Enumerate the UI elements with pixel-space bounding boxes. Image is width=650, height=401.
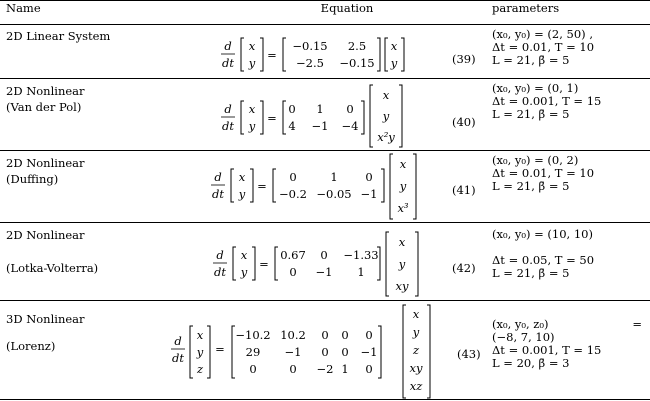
vector-entry: y (399, 179, 407, 193)
matrix-entry: 0 (249, 362, 257, 376)
parameter-line: Δt = 0.01, T = 10 (492, 166, 595, 180)
svg-text:dt: dt (212, 187, 224, 201)
vector-entry: y (412, 325, 420, 339)
matrix-entry: 0 (365, 170, 373, 184)
vector-entry: y (390, 56, 398, 70)
system-subname: (Lotka-Volterra) (6, 261, 99, 275)
header-name: Name (0, 1, 206, 25)
vector-entry: z (412, 343, 420, 357)
vector-entry: y (398, 257, 406, 271)
equation-cell (206, 151, 488, 223)
equation-40 (206, 79, 488, 151)
svg-text:dt: dt (222, 56, 234, 70)
lhs-entry: y (238, 187, 246, 201)
matrix-entry: 1 (316, 102, 324, 116)
matrix-entry: 0 (288, 102, 296, 116)
system-name: 2D Nonlinear (6, 156, 85, 170)
matrix-entry: −0.15 (292, 39, 328, 53)
parameters-cell (488, 301, 650, 400)
parameter-line: Δt = 0.001, T = 15 (492, 343, 602, 357)
matrix-entry: −2.5 (296, 56, 324, 70)
svg-text:dt: dt (172, 351, 184, 365)
equation-number: (41) (452, 183, 476, 197)
matrix-entry: 10.2 (280, 328, 306, 342)
parameter-line: L = 20, β̄ = 3 (492, 356, 570, 370)
matrix-entry: 0 (289, 362, 297, 376)
table-row (0, 151, 650, 223)
matrix-entry: 0 (289, 170, 297, 184)
svg-text:d: d (224, 39, 232, 53)
system-subname: (Duffing) (6, 172, 59, 186)
matrix-entry: 0 (341, 345, 349, 359)
parameter-line: (x₀, y₀) = (2, 50) , (492, 27, 593, 41)
matrix-entry: −0.05 (316, 187, 352, 201)
lhs-entry: y (248, 56, 256, 70)
svg-text:=: = (215, 342, 225, 356)
matrix-entry: −4 (341, 119, 359, 133)
table-row (0, 25, 650, 79)
vector-entry: xz (409, 379, 423, 393)
equation-number: (39) (452, 52, 476, 66)
parameter-line: (x₀, y₀) = (10, 10) (492, 227, 593, 241)
parameter-line: L = 21, β̄ = 5 (492, 53, 570, 67)
vector-entry: xy (395, 279, 409, 293)
matrix-entry: −10.2 (235, 328, 271, 342)
table-row (0, 79, 650, 151)
equation-number: (40) (452, 115, 476, 129)
matrix-entry: 0 (289, 265, 297, 279)
matrix-entry: 1 (330, 170, 338, 184)
parameters-cell (488, 79, 650, 151)
system-name: 3D Nonlinear (6, 312, 85, 326)
equation-39 (206, 25, 488, 79)
vector-entry: x²y (377, 130, 395, 144)
vector-entry: x (399, 157, 407, 171)
parameters-cell (488, 223, 650, 301)
matrix-entry: 2.5 (347, 39, 367, 53)
svg-text:d: d (214, 170, 222, 184)
svg-text:d: d (216, 248, 224, 262)
matrix-entry: 0 (320, 248, 328, 262)
parameter-equals: = (632, 317, 642, 331)
system-subname: (Lorenz) (6, 339, 56, 353)
matrix-entry: −2 (316, 362, 334, 376)
system-name-cell (0, 79, 206, 151)
system-name-cell (0, 151, 206, 223)
system-name-cell (0, 223, 206, 301)
lhs-entry: x (248, 39, 256, 53)
table-row (0, 223, 650, 301)
system-name: 2D Linear System (6, 29, 111, 43)
parameters-cell (488, 25, 650, 79)
system-name-cell (0, 25, 206, 79)
matrix-entry: 0.67 (280, 248, 306, 262)
equation-number: (43) (457, 347, 481, 361)
equation-cell (206, 25, 488, 79)
lhs-entry: x (238, 170, 246, 184)
header-equation: Equation (206, 1, 488, 25)
equation-43 (166, 301, 488, 400)
matrix-entry: 0 (321, 328, 329, 342)
parameters-cell (488, 151, 650, 223)
equation-cell (206, 223, 488, 301)
matrix-entry: −1 (315, 265, 333, 279)
parameter-line: Δt = 0.001, T = 15 (492, 94, 602, 108)
matrix-entry: 29 (245, 345, 261, 359)
matrix-entry: 0 (321, 345, 329, 359)
matrix-entry: −1 (360, 187, 378, 201)
matrix-entry: 0 (346, 102, 354, 116)
matrix-entry: −1 (311, 119, 329, 133)
parameter-line: L = 21, β̄ = 5 (492, 179, 570, 193)
lhs-entry: y (248, 119, 256, 133)
system-name: 2D Nonlinear (6, 228, 85, 242)
parameter-initial-state: (x₀, y₀, z₀) (492, 317, 549, 331)
matrix-entry: −1 (360, 345, 378, 359)
vector-entry: y (382, 109, 390, 123)
matrix-entry: −1.33 (343, 248, 379, 262)
parameter-line: L = 21, β̄ = 5 (492, 107, 570, 121)
vector-entry: xy (409, 361, 423, 375)
equation-cell (172, 301, 488, 400)
svg-text:d: d (174, 334, 182, 348)
svg-text:=: = (257, 179, 267, 193)
svg-text:d: d (224, 102, 232, 116)
lhs-entry: x (248, 102, 256, 116)
vector-entry: x (390, 39, 398, 53)
vector-entry: x (398, 235, 406, 249)
lhs-entry: z (196, 362, 204, 376)
equation-41 (206, 151, 488, 223)
svg-text:=: = (259, 257, 269, 271)
header-row (0, 1, 650, 25)
svg-text:=: = (267, 111, 277, 125)
matrix-entry: 1 (341, 362, 349, 376)
vector-entry: x (412, 307, 420, 321)
equation-number: (42) (452, 261, 476, 275)
system-name: 2D Nonlinear (6, 84, 85, 98)
parameter-line: (−8, 7, 10) (492, 330, 555, 344)
table-row (0, 301, 650, 400)
parameter-line: Δt = 0.01, T = 10 (492, 40, 595, 54)
lhs-entry: y (240, 265, 248, 279)
matrix-entry: 4 (288, 119, 296, 133)
svg-text:dt: dt (214, 265, 226, 279)
header-parameters: parameters (488, 1, 650, 25)
matrix-entry: 0 (341, 328, 349, 342)
matrix-entry: −0.15 (339, 56, 375, 70)
matrix-entry: 0 (365, 362, 373, 376)
lhs-entry: x (196, 328, 204, 342)
parameter-line: Δt = 0.05, T = 50 (492, 253, 595, 267)
parameter-line: (x₀, y₀) = (0, 1) (492, 81, 579, 95)
svg-text:dt: dt (222, 119, 234, 133)
matrix-entry: 1 (357, 265, 365, 279)
equation-42 (206, 223, 488, 301)
matrix-entry: −1 (284, 345, 302, 359)
lhs-entry: x (240, 248, 248, 262)
matrix-entry: 0 (365, 328, 373, 342)
svg-text:=: = (267, 48, 277, 62)
parameter-line: (x₀, y₀) = (0, 2) (492, 153, 579, 167)
vector-entry: x (382, 88, 390, 102)
system-subname: (Van der Pol) (6, 100, 82, 114)
parameter-line: L = 21, β̄ = 5 (492, 266, 570, 280)
lhs-entry: y (196, 345, 204, 359)
vector-entry: x³ (397, 201, 409, 215)
matrix-entry: −0.2 (279, 187, 307, 201)
equation-cell (206, 79, 488, 151)
